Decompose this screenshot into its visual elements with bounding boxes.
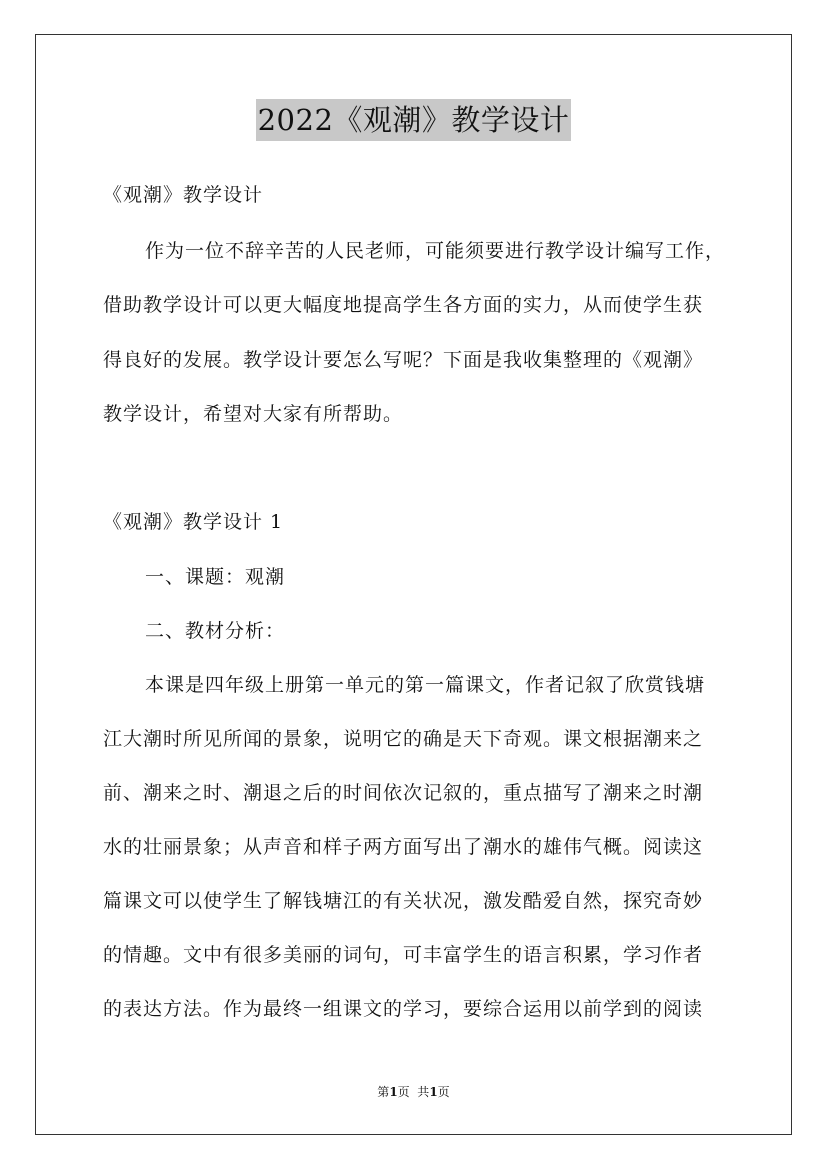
section-heading: 《观潮》教学设计 1: [103, 511, 284, 533]
body-line-5: 篇课文可以使学生了解钱塘江的有关状况，激发酷爱自然，探究奇妙: [103, 890, 704, 912]
title-container: [0, 99, 827, 141]
footer-total-pages: 1: [429, 1085, 438, 1099]
body-line-2: 江大潮时所见所闻的景象，说明它的确是天下奇观。课文根据潮来之: [103, 728, 704, 750]
body-line-7: 的表达方法。作为最终一组课文的学习，要综合运用以前学到的阅读: [103, 998, 704, 1020]
body-line-4: 水的壮丽景象；从声音和样子两方面写出了潮水的雄伟气概。阅读这: [103, 836, 704, 858]
footer-pre: 第: [377, 1085, 390, 1099]
footer-post: 页: [437, 1085, 450, 1099]
document-title[interactable]: 2022《观潮》教学设计: [256, 99, 572, 141]
body-line-3: 前、潮来之时、潮退之后的时间依次记叙的，重点描写了潮来之时潮: [103, 782, 704, 804]
intro-line-4: 教学设计，希望对大家有所帮助。: [103, 403, 404, 425]
body-line-6: 的情趣。文中有很多美丽的词句，可丰富学生的语言积累，学习作者: [103, 944, 704, 966]
subtitle: 《观潮》教学设计: [103, 184, 264, 206]
item-topic: 一、课题：观潮: [145, 566, 286, 588]
intro-line-2: 借助教学设计可以更大幅度地提高学生各方面的实力，从而使学生获: [103, 294, 704, 316]
intro-line-1: 作为一位不辞辛苦的人民老师，可能须要进行教学设计编写工作，: [145, 240, 726, 262]
footer-mid: 页 共: [397, 1085, 430, 1099]
body-line-1: 本课是四年级上册第一单元的第一篇课文，作者记叙了欣赏钱塘: [145, 674, 706, 696]
footer-page-num: 1: [389, 1085, 398, 1099]
intro-line-3: 得良好的发展。教学设计要怎么写呢？下面是我收集整理的《观潮》: [103, 349, 704, 371]
page-footer: [0, 1083, 827, 1100]
item-analysis: 二、教材分析：: [145, 620, 286, 642]
